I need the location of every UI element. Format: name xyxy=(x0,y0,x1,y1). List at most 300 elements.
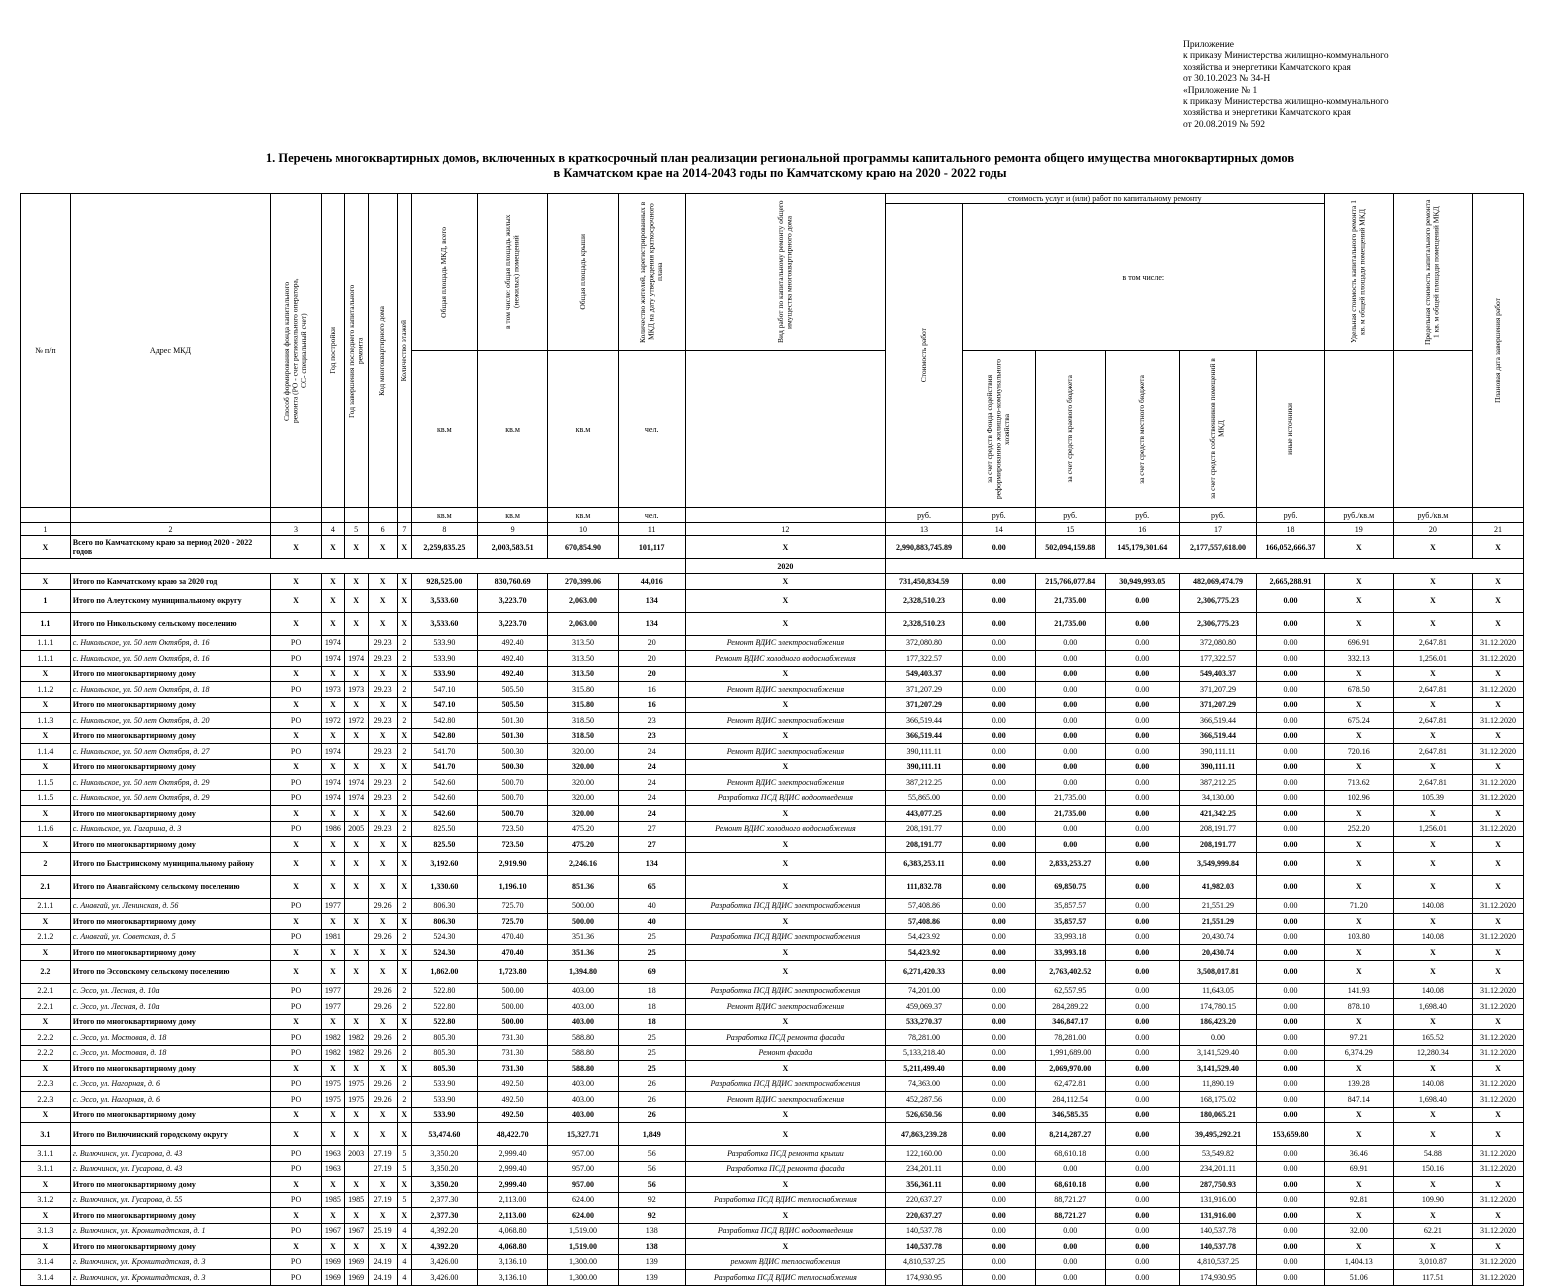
table-cell: X xyxy=(397,806,411,822)
table-cell: X xyxy=(271,589,322,612)
table-cell: 31.12.2020 xyxy=(1472,1146,1523,1162)
col-other: иные источники xyxy=(1257,351,1324,508)
table-cell: 1,196.10 xyxy=(477,875,547,898)
table-cell: 25.19 xyxy=(368,1223,397,1239)
unit-cell: кв.м xyxy=(477,508,547,523)
table-cell: 2 xyxy=(21,852,71,875)
table-cell: 0.00 xyxy=(1105,983,1179,999)
table-cell: 31.12.2020 xyxy=(1472,1045,1523,1061)
table-cell: 0.00 xyxy=(962,612,1035,635)
table-cell: 284,112.54 xyxy=(1035,1092,1105,1108)
table-cell: 470.40 xyxy=(477,929,547,945)
table-cell: X xyxy=(344,1014,368,1030)
table-cell: 533.90 xyxy=(411,1076,477,1092)
table-cell: X xyxy=(685,589,885,612)
table-cell: X xyxy=(397,574,411,590)
table-cell: 139.28 xyxy=(1324,1076,1393,1092)
col-cost-total: Стоимость работ xyxy=(886,204,963,508)
table-cell: 101,117 xyxy=(618,536,685,559)
column-number: 1 xyxy=(21,523,71,536)
table-cell: X xyxy=(368,960,397,983)
table-cell: Ремонт ВДИС холодного водоснабжения xyxy=(685,821,885,837)
table-cell: 4,810,537.25 xyxy=(1179,1254,1257,1270)
table-cell: 2,328,510.23 xyxy=(886,612,963,635)
table-cell: 31.12.2020 xyxy=(1472,775,1523,791)
subtotal-row xyxy=(21,759,1524,775)
table-cell: 2005 xyxy=(344,821,368,837)
table-cell: 0.00 xyxy=(1105,1208,1179,1224)
table-cell: 0.00 xyxy=(962,589,1035,612)
table-cell: X xyxy=(344,589,368,612)
table-cell: 0.00 xyxy=(1257,914,1324,930)
table-cell: 371,207.29 xyxy=(1179,682,1257,698)
table-cell: 2.2 xyxy=(21,960,71,983)
table-cell: 500.70 xyxy=(477,790,547,806)
table-cell: X xyxy=(1324,536,1393,559)
table-cell: Итого по многоквартирному дому xyxy=(70,837,270,853)
subtotal-row xyxy=(21,1208,1524,1224)
table-cell: 725.70 xyxy=(477,914,547,930)
col-fund-method: Способ формирования фонда капитального ремонта (РО - счет регионального оператора, СС- специальный счет) xyxy=(271,194,322,508)
table-cell: X xyxy=(322,945,345,961)
table-cell: 0.00 xyxy=(962,945,1035,961)
col-fund: за счет средств Фонда содействия реформированию жилищно-коммунального хозяйства xyxy=(962,351,1035,508)
table-cell: X xyxy=(21,759,71,775)
table-cell: 0.00 xyxy=(1035,1254,1105,1270)
table-cell: 0.00 xyxy=(1105,1014,1179,1030)
table-cell: 53,549.82 xyxy=(1179,1146,1257,1162)
table-row xyxy=(21,983,1524,999)
subtotal-row xyxy=(21,1177,1524,1193)
table-cell: 27.19 xyxy=(368,1161,397,1177)
table-cell: 0.00 xyxy=(1257,651,1324,667)
table-cell: 403.00 xyxy=(548,1076,618,1092)
table-row xyxy=(21,1092,1524,1108)
table-cell: X xyxy=(1324,837,1393,853)
unit-cell xyxy=(685,351,885,508)
table-cell: X xyxy=(322,666,345,682)
table-cell: 31.12.2020 xyxy=(1472,1161,1523,1177)
table-cell: 0.00 xyxy=(1105,1146,1179,1162)
table-cell: 542.80 xyxy=(411,713,477,729)
table-cell: 186,423.20 xyxy=(1179,1014,1257,1030)
table-cell: X xyxy=(344,806,368,822)
year-label: 2020 xyxy=(685,559,885,574)
column-number: 15 xyxy=(1035,523,1105,536)
col-regional: за счет средств краевого бюджета xyxy=(1035,351,1105,508)
table-cell: Итого по Анавгайскому сельскому поселению xyxy=(70,875,270,898)
table-cell: 0.00 xyxy=(962,1076,1035,1092)
unit-cell xyxy=(1324,351,1393,508)
table-cell: 1975 xyxy=(344,1076,368,1092)
table-cell: 35,857.57 xyxy=(1035,914,1105,930)
unit-cell: руб. xyxy=(1257,508,1324,523)
table-cell: 31.12.2020 xyxy=(1472,821,1523,837)
table-cell: 830,760.69 xyxy=(477,574,547,590)
table-cell: X xyxy=(685,1107,885,1123)
table-cell: X xyxy=(1472,875,1523,898)
table-cell: 0.00 xyxy=(962,1223,1035,1239)
table-cell: 4 xyxy=(397,1270,411,1286)
table-cell: 0.00 xyxy=(1035,682,1105,698)
table-cell: X xyxy=(1393,589,1472,612)
table-cell: 696.91 xyxy=(1324,635,1393,651)
subtotal-row xyxy=(21,589,1524,612)
table-cell: 4,068.80 xyxy=(477,1223,547,1239)
table-cell: Итого по Вилючинский городскому округу xyxy=(70,1123,270,1146)
table-cell: 0.00 xyxy=(962,1192,1035,1208)
table-cell: 320.00 xyxy=(548,759,618,775)
table-cell: 390,111.11 xyxy=(1179,744,1257,760)
unit-cell: кв.м xyxy=(548,508,618,523)
table-cell: X xyxy=(397,1107,411,1123)
table-cell: Разработка ПСД ВДИС электроснабжения xyxy=(685,929,885,945)
column-number: 8 xyxy=(411,523,477,536)
table-cell: 1982 xyxy=(344,1030,368,1046)
table-cell: X xyxy=(1472,1061,1523,1077)
table-cell: Ремонт ВДИС электроснабжения xyxy=(685,713,885,729)
table-cell: Итого по многоквартирному дому xyxy=(70,759,270,775)
table-cell: 0.00 xyxy=(962,1270,1035,1286)
table-cell: 3,136.10 xyxy=(477,1270,547,1286)
table-cell: 0.00 xyxy=(1035,759,1105,775)
table-cell: 0.00 xyxy=(1257,612,1324,635)
table-cell: 78,281.00 xyxy=(1035,1030,1105,1046)
table-cell: 140,537.78 xyxy=(886,1223,963,1239)
table-cell: 2,328,510.23 xyxy=(886,589,963,612)
year-row xyxy=(21,559,1524,574)
table-cell: РО xyxy=(271,651,322,667)
table-cell: 878.10 xyxy=(1324,999,1393,1015)
table-cell: X xyxy=(21,1177,71,1193)
table-cell: X xyxy=(344,728,368,744)
table-cell xyxy=(344,929,368,945)
table-cell: 1974 xyxy=(344,775,368,791)
table-cell: 2,647.81 xyxy=(1393,682,1472,698)
table-cell: 0.00 xyxy=(1257,875,1324,898)
table-cell xyxy=(344,983,368,999)
table-cell: 500.30 xyxy=(477,759,547,775)
subtotal-row xyxy=(21,1014,1524,1030)
table-cell: РО xyxy=(271,1092,322,1108)
table-cell: X xyxy=(685,612,885,635)
table-cell: 29.26 xyxy=(368,929,397,945)
table-cell: 403.00 xyxy=(548,1092,618,1108)
table-row xyxy=(21,790,1524,806)
table-cell: 313.50 xyxy=(548,635,618,651)
table-cell: 5,133,218.40 xyxy=(886,1045,963,1061)
table-cell: 36.46 xyxy=(1324,1146,1393,1162)
table-cell: 2,665,288.91 xyxy=(1257,574,1324,590)
table-cell: 2,003,583.51 xyxy=(477,536,547,559)
col-num: № п/п xyxy=(21,194,71,508)
table-cell: 533.90 xyxy=(411,635,477,651)
table-cell: 54,423.92 xyxy=(886,945,963,961)
table-cell: 6,383,253.11 xyxy=(886,852,963,875)
table-cell: 533.90 xyxy=(411,666,477,682)
table-cell: Ремонт ВДИС электроснабжения xyxy=(685,1092,885,1108)
table-cell: 69.91 xyxy=(1324,1161,1393,1177)
table-cell: РО xyxy=(271,744,322,760)
table-cell: 2.1 xyxy=(21,875,71,898)
table-cell: X xyxy=(322,960,345,983)
table-cell: 103.80 xyxy=(1324,929,1393,945)
table-cell: с. Эссо, ул. Нагорная, д. 6 xyxy=(70,1092,270,1108)
table-cell: 421,342.25 xyxy=(1179,806,1257,822)
unit-cell: кв.м xyxy=(411,351,477,508)
table-cell: 0.00 xyxy=(962,651,1035,667)
table-cell: X xyxy=(1324,806,1393,822)
table-cell: X xyxy=(1472,1014,1523,1030)
table-cell: 366,519.44 xyxy=(1179,713,1257,729)
unit-cell: чел. xyxy=(618,351,685,508)
table-cell: 0.00 xyxy=(1257,960,1324,983)
table-cell: 492.50 xyxy=(477,1076,547,1092)
table-cell: 2 xyxy=(397,744,411,760)
table-cell: 31.12.2020 xyxy=(1472,651,1523,667)
table-cell: X xyxy=(1393,960,1472,983)
table-row xyxy=(21,635,1524,651)
table-cell: с. Никольское, ул. Гагарина, д. 3 xyxy=(70,821,270,837)
table-cell: 29.26 xyxy=(368,1092,397,1108)
table-cell: 1,256.01 xyxy=(1393,651,1472,667)
table-cell: 2.2.1 xyxy=(21,983,71,999)
table-cell: X xyxy=(1393,1208,1472,1224)
table-cell: Разработка ПСД ВДИС водоотведения xyxy=(685,1223,885,1239)
table-cell: 31.12.2020 xyxy=(1472,790,1523,806)
table-cell: X xyxy=(1324,914,1393,930)
table-cell: X xyxy=(21,574,71,590)
table-cell: X xyxy=(271,852,322,875)
table-cell: 1.1.1 xyxy=(21,635,71,651)
table-cell: 522.80 xyxy=(411,1014,477,1030)
table-cell: 139 xyxy=(618,1254,685,1270)
table-cell: 1,849 xyxy=(618,1123,685,1146)
table-cell: X xyxy=(1472,759,1523,775)
table-cell: 208,191.77 xyxy=(886,837,963,853)
table-cell: X xyxy=(322,1123,345,1146)
table-cell: 4,068.80 xyxy=(477,1239,547,1255)
table-cell: X xyxy=(1324,697,1393,713)
table-cell: 0.00 xyxy=(1257,806,1324,822)
table-cell: X xyxy=(397,759,411,775)
table-cell: 0.00 xyxy=(1035,697,1105,713)
table-cell: 3,010.87 xyxy=(1393,1254,1472,1270)
table-cell: X xyxy=(1393,1239,1472,1255)
table-cell: 320.00 xyxy=(548,775,618,791)
table-cell: 500.00 xyxy=(477,983,547,999)
table-cell: 1.1.4 xyxy=(21,744,71,760)
subtotal-row xyxy=(21,960,1524,983)
table-cell: Итого по многоквартирному дому xyxy=(70,697,270,713)
note-line: к приказу Министерства жилищно-коммунального xyxy=(1183,97,1389,108)
table-cell: X xyxy=(368,1061,397,1077)
table-cell: Ремонт ВДИС электроснабжения xyxy=(685,744,885,760)
table-cell: 713.62 xyxy=(1324,775,1393,791)
table-cell: 0.00 xyxy=(1035,666,1105,682)
table-cell: 31.12.2020 xyxy=(1472,929,1523,945)
table-cell: 25 xyxy=(618,1061,685,1077)
table-cell: с. Никольское, ул. 50 лет Октября, д. 20 xyxy=(70,713,270,729)
table-cell: 2 xyxy=(397,1045,411,1061)
table-cell: 403.00 xyxy=(548,999,618,1015)
table-cell: X xyxy=(1324,728,1393,744)
table-cell: 0.00 xyxy=(1035,1270,1105,1286)
table-cell: X xyxy=(322,852,345,875)
subtotal-row xyxy=(21,728,1524,744)
table-cell: X xyxy=(1472,536,1523,559)
table-cell: 24.19 xyxy=(368,1270,397,1286)
table-cell: 0.00 xyxy=(1257,1270,1324,1286)
table-cell: X xyxy=(368,1123,397,1146)
table-cell: 0.00 xyxy=(962,666,1035,682)
table-cell: 0.00 xyxy=(1105,1061,1179,1077)
table-cell: X xyxy=(271,806,322,822)
table-cell: 29.23 xyxy=(368,682,397,698)
table-cell: X xyxy=(685,1208,885,1224)
table-cell: X xyxy=(368,697,397,713)
table-cell: 1,300.00 xyxy=(548,1254,618,1270)
table-cell: 332.13 xyxy=(1324,651,1393,667)
table-cell: РО xyxy=(271,1254,322,1270)
subtotal-row xyxy=(21,666,1524,682)
table-cell: X xyxy=(397,612,411,635)
table-cell: X xyxy=(344,960,368,983)
table-cell: 54.88 xyxy=(1393,1146,1472,1162)
table-cell: 140.08 xyxy=(1393,929,1472,945)
table-cell: 847.14 xyxy=(1324,1092,1393,1108)
table-cell: Итого по многоквартирному дому xyxy=(70,914,270,930)
table-cell: 140.08 xyxy=(1393,898,1472,914)
col-roof-area: Общая площадь крыши xyxy=(548,194,618,351)
table-cell: 31.12.2020 xyxy=(1472,682,1523,698)
table-cell: X xyxy=(344,1123,368,1146)
table-cell: 1982 xyxy=(344,1045,368,1061)
table-cell: 1,394.80 xyxy=(548,960,618,983)
table-cell: X xyxy=(1324,1239,1393,1255)
table-cell: 0.00 xyxy=(1257,759,1324,775)
table-cell: X xyxy=(685,875,885,898)
table-cell: 805.30 xyxy=(411,1045,477,1061)
table-cell: X xyxy=(1393,1123,1472,1146)
table-cell: X xyxy=(685,914,885,930)
table-cell: 315.80 xyxy=(548,697,618,713)
table-cell: X xyxy=(271,1177,322,1193)
col-cost-group: стоимость услуг и (или) работ по капитальному ремонту xyxy=(886,194,1325,204)
subtotal-row xyxy=(21,612,1524,635)
table-cell: 2.1.2 xyxy=(21,929,71,945)
table-cell: 0.00 xyxy=(1257,1076,1324,1092)
table-cell: X xyxy=(368,945,397,961)
table-cell: 0.00 xyxy=(1105,1192,1179,1208)
table-cell: 0.00 xyxy=(1105,1254,1179,1270)
table-cell: 3,141,529.40 xyxy=(1179,1061,1257,1077)
table-cell: 549,403.37 xyxy=(1179,666,1257,682)
table-row xyxy=(21,651,1524,667)
table-cell: 0.00 xyxy=(1257,1208,1324,1224)
table-cell: 3,549,999.84 xyxy=(1179,852,1257,875)
column-number: 6 xyxy=(368,523,397,536)
table-cell: 542.60 xyxy=(411,790,477,806)
table-cell: X xyxy=(344,875,368,898)
table-cell: X xyxy=(1472,837,1523,853)
table-cell: 25 xyxy=(618,1045,685,1061)
table-cell: X xyxy=(685,1061,885,1077)
table-cell: 3,508,017.81 xyxy=(1179,960,1257,983)
table-cell: 2,306,775.23 xyxy=(1179,589,1257,612)
table-cell: X xyxy=(368,914,397,930)
table-cell: 533.90 xyxy=(411,651,477,667)
table-cell: X xyxy=(1324,875,1393,898)
table-cell: 139 xyxy=(618,1270,685,1286)
table-cell: РО xyxy=(271,1030,322,1046)
table-cell: 11,890.19 xyxy=(1179,1076,1257,1092)
table-cell: X xyxy=(1472,960,1523,983)
table-cell: 29.26 xyxy=(368,1076,397,1092)
table-cell: Ремонт ВДИС электроснабжения xyxy=(685,635,885,651)
table-cell: 44,016 xyxy=(618,574,685,590)
table-cell: X xyxy=(1393,1014,1472,1030)
table-cell: 29.23 xyxy=(368,744,397,760)
table-cell: X xyxy=(368,536,397,559)
table-cell: 351.36 xyxy=(548,945,618,961)
table-cell: 731.30 xyxy=(477,1045,547,1061)
table-cell: 522.80 xyxy=(411,999,477,1015)
table-cell: 21,735.00 xyxy=(1035,612,1105,635)
table-cell: 0.00 xyxy=(1105,635,1179,651)
table-cell: Итого по Никольскому сельскому поселению xyxy=(70,612,270,635)
table-cell: X xyxy=(271,536,322,559)
table-cell: 177,322.57 xyxy=(1179,651,1257,667)
unit-cell: руб. xyxy=(1105,508,1179,523)
table-cell: 731,450,834.59 xyxy=(886,574,963,590)
table-cell: 2003 xyxy=(344,1146,368,1162)
column-numbers-row xyxy=(21,523,1524,536)
table-cell: 284,289.22 xyxy=(1035,999,1105,1015)
table-cell: 492.50 xyxy=(477,1092,547,1108)
table-cell: 0.00 xyxy=(1105,612,1179,635)
table-cell: 0.00 xyxy=(962,1061,1035,1077)
table-cell: 2,063.00 xyxy=(548,612,618,635)
table-cell: 18 xyxy=(618,1014,685,1030)
table-cell: 11,643.05 xyxy=(1179,983,1257,999)
table-cell: 1974 xyxy=(322,790,345,806)
table-cell: 2 xyxy=(397,929,411,945)
table-cell: 0.00 xyxy=(1105,929,1179,945)
table-cell: 0.00 xyxy=(1105,1270,1179,1286)
table-cell: 27.19 xyxy=(368,1192,397,1208)
table-cell: 2 xyxy=(397,790,411,806)
table-cell: X xyxy=(322,1208,345,1224)
table-cell: 1,723.80 xyxy=(477,960,547,983)
table-cell: X xyxy=(21,1239,71,1255)
table-cell: с. Никольское, ул. 50 лет Октября, д. 16 xyxy=(70,635,270,651)
table-cell: 526,650.56 xyxy=(886,1107,963,1123)
table-cell: 2.1.1 xyxy=(21,898,71,914)
table-cell: 29.23 xyxy=(368,635,397,651)
table-cell: 3.1.1 xyxy=(21,1146,71,1162)
table-cell: 0.00 xyxy=(1035,1223,1105,1239)
table-cell: 492.50 xyxy=(477,1107,547,1123)
column-number: 17 xyxy=(1179,523,1257,536)
table-cell: X xyxy=(271,759,322,775)
table-cell: 23 xyxy=(618,713,685,729)
table-cell: X xyxy=(322,728,345,744)
table-cell: 15,327.71 xyxy=(548,1123,618,1146)
table-cell: 0.00 xyxy=(1105,589,1179,612)
table-cell: 21,735.00 xyxy=(1035,790,1105,806)
table-cell: 134 xyxy=(618,852,685,875)
